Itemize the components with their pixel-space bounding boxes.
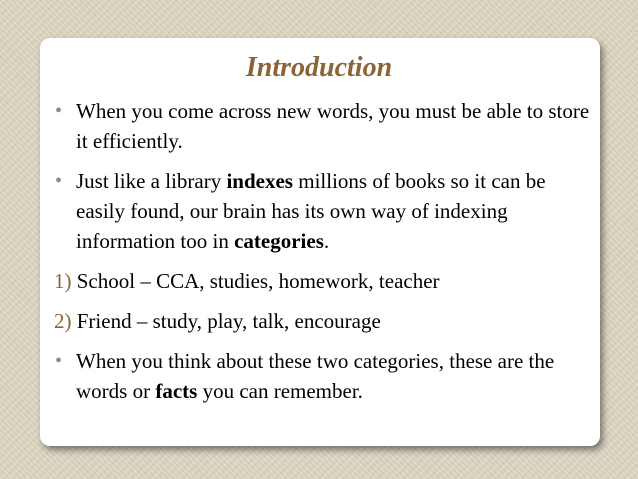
bullet-item-2 [54, 166, 594, 256]
bullet-text-part: millions of books so it can be easily found, our brain has its own way of indexing information too in [76, 169, 546, 253]
bullet-text-part: . [323, 229, 330, 253]
bullet-item-1 [54, 96, 594, 156]
item-number: 1) [54, 269, 72, 293]
numbered-text: School – CCA, studies, homework, teacher [71, 269, 440, 293]
bold-term-indexes: indexes [226, 169, 293, 193]
bullet-icon: • [55, 100, 63, 122]
bullet-text: When you come across new words, you must be able to store it efficiently. [76, 99, 590, 153]
slide-content [54, 96, 594, 416]
bullet-icon: • [55, 350, 63, 372]
bullet-item-3 [54, 346, 594, 406]
bullet-icon: • [55, 170, 63, 192]
bold-term-facts: facts [155, 379, 198, 403]
slide-title: Introduction [245, 52, 393, 83]
numbered-item-1 [54, 266, 594, 296]
numbered-text: Friend – study, play, talk, encourage [71, 309, 381, 333]
numbered-item-2 [54, 306, 594, 336]
bullet-text-part: When you think about these two categories, these are the words or [76, 349, 555, 403]
bullet-text-part: you can remember. [197, 379, 363, 403]
bold-term-categories: categories [234, 229, 324, 253]
item-number: 2) [54, 309, 72, 333]
bullet-text-part: Just like a library [76, 169, 227, 193]
